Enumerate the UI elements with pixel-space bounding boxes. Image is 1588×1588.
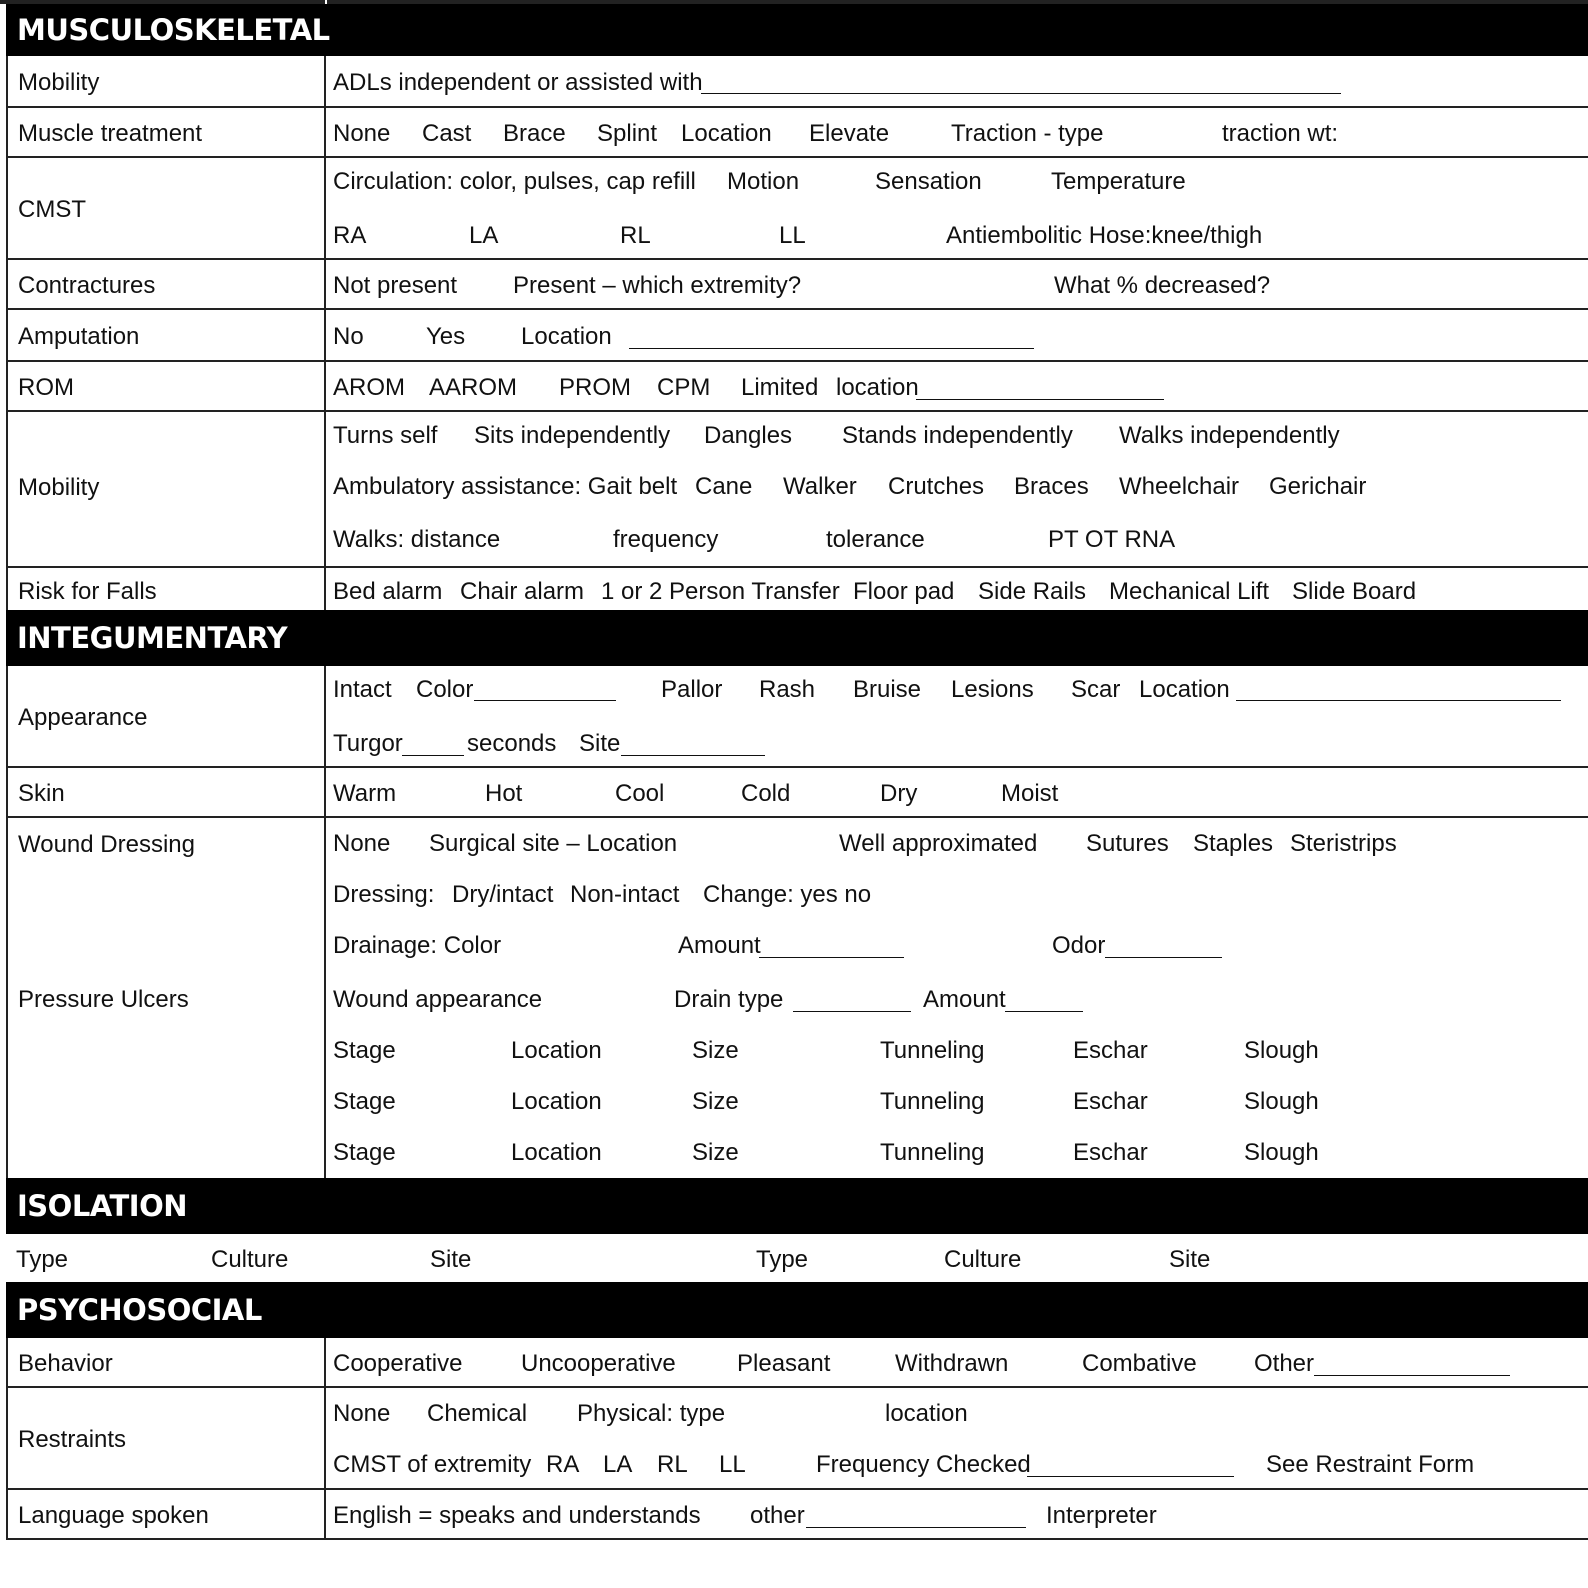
option-pallor[interactable]: Pallor — [661, 676, 723, 703]
option-floor-pad[interactable]: Floor pad — [853, 578, 955, 605]
section-header-isolation — [6, 1178, 1588, 1234]
row-label-cell — [6, 260, 326, 308]
row-contractures — [6, 260, 1588, 310]
stage-3-tunneling: Tunneling — [880, 1139, 985, 1166]
walks-tolerance[interactable]: tolerance — [826, 526, 925, 553]
frequency-checked-blank[interactable] — [1027, 1457, 1234, 1477]
row-restraints — [6, 1388, 1588, 1490]
option-sits-independently[interactable]: Sits independently — [474, 422, 671, 449]
stage-2-slough: Slough — [1244, 1088, 1319, 1115]
option-cast[interactable]: Cast — [422, 120, 472, 147]
option-chair-alarm[interactable]: Chair alarm — [460, 578, 585, 605]
wound-appearance: Wound appearance — [333, 986, 543, 1013]
row-label: Behavior — [18, 1350, 113, 1377]
option-english[interactable]: English = speaks and understands — [333, 1502, 701, 1529]
seconds-label: seconds — [467, 730, 557, 757]
option-rash[interactable]: Rash — [759, 676, 816, 703]
extremity-ll[interactable]: LL — [719, 1451, 746, 1478]
cmst-temperature[interactable]: Temperature — [1051, 168, 1186, 195]
row-label-cell — [6, 768, 326, 816]
row-amputation — [6, 310, 1588, 362]
option-crutches[interactable]: Crutches — [888, 473, 985, 500]
stage-3-slough: Slough — [1244, 1139, 1319, 1166]
adls-text: ADLs independent or assisted with — [333, 69, 703, 96]
section-title: PSYCHOSOCIAL — [17, 1293, 262, 1327]
drainage-odor-blank[interactable] — [1105, 938, 1222, 958]
option-slide-board[interactable]: Slide Board — [1292, 578, 1417, 605]
adls-blank[interactable] — [701, 74, 1341, 94]
stage-1-slough: Slough — [1244, 1037, 1319, 1064]
color-blank[interactable] — [474, 681, 616, 701]
extremity-rl[interactable]: RL — [657, 1451, 688, 1478]
option-wheelchair[interactable]: Wheelchair — [1119, 473, 1240, 500]
option-none[interactable]: None — [333, 1400, 391, 1427]
option-bed-alarm[interactable]: Bed alarm — [333, 578, 443, 605]
row-label: Mobility — [18, 69, 100, 96]
option-steristrips[interactable]: Steristrips — [1290, 830, 1397, 857]
option-location[interactable]: location — [885, 1400, 968, 1427]
option-other[interactable]: other — [750, 1502, 805, 1529]
stage-3-location: Location — [511, 1139, 602, 1166]
option-location[interactable]: location — [836, 374, 919, 401]
option-walker[interactable]: Walker — [783, 473, 857, 500]
row-skin — [6, 768, 1588, 818]
cmst-of-extremity: CMST of extremity — [333, 1451, 532, 1478]
option-well-approximated[interactable]: Well approximated — [839, 830, 1038, 857]
option-aarom[interactable]: AAROM — [429, 374, 518, 401]
row-label-cell — [6, 1338, 326, 1386]
see-restraint-form[interactable]: See Restraint Form — [1266, 1451, 1475, 1478]
option-location[interactable]: Location — [1139, 676, 1230, 703]
option-percent-decreased[interactable]: What % decreased? — [1054, 272, 1271, 299]
row-risk-for-falls — [6, 568, 1588, 610]
frequency-checked: Frequency Checked — [816, 1451, 1031, 1478]
drainage-color: Drainage: Color — [333, 932, 502, 959]
row-label-cell — [6, 362, 326, 410]
option-withdrawn[interactable]: Withdrawn — [895, 1350, 1009, 1377]
row-label-cell — [6, 158, 326, 258]
option-elevate[interactable]: Elevate — [809, 120, 890, 147]
stage-2-size: Size — [692, 1088, 739, 1115]
option-cane[interactable]: Cane — [695, 473, 753, 500]
stage-1-stage: Stage — [333, 1037, 396, 1064]
row-label: Amputation — [18, 323, 140, 350]
isolation-culture-2: Culture — [944, 1246, 1022, 1273]
row-label: Appearance — [18, 704, 148, 731]
drain-amount: Amount — [923, 986, 1006, 1013]
row-label: Restraints — [18, 1426, 127, 1453]
option-scar[interactable]: Scar — [1071, 676, 1121, 703]
option-person-transfer[interactable]: 1 or 2 Person Transfer — [601, 578, 840, 605]
turgor-label: Turgor — [333, 730, 403, 757]
cmst-ra[interactable]: RA — [333, 222, 367, 249]
option-moist[interactable]: Moist — [1001, 780, 1059, 807]
section-header-psychosocial — [6, 1282, 1588, 1338]
isolation-type-2: Type — [756, 1246, 809, 1273]
stage-1-eschar: Eschar — [1073, 1037, 1148, 1064]
cmst-la[interactable]: LA — [469, 222, 499, 249]
appearance-location-blank[interactable] — [1236, 681, 1561, 701]
isolation-culture-1: Culture — [211, 1246, 289, 1273]
section-title: INTEGUMENTARY — [17, 621, 288, 655]
drainage-amount: Amount — [678, 932, 761, 959]
option-surgical-site[interactable]: Surgical site – Location — [429, 830, 678, 857]
option-brace[interactable]: Brace — [503, 120, 566, 147]
row-mobility — [6, 412, 1588, 568]
option-interpreter[interactable]: Interpreter — [1046, 1502, 1157, 1529]
option-traction-type[interactable]: Traction - type — [951, 120, 1104, 147]
row-mobility-adls — [6, 56, 1588, 108]
option-color[interactable]: Color — [416, 676, 474, 703]
option-physical-type[interactable]: Physical: type — [577, 1400, 726, 1427]
stage-3-size: Size — [692, 1139, 739, 1166]
isolation-site-1: Site — [430, 1246, 472, 1273]
option-none[interactable]: None — [333, 830, 391, 857]
option-limited[interactable]: Limited — [741, 374, 819, 401]
option-location[interactable]: Location — [681, 120, 772, 147]
row-label-pressure-ulcers: Pressure Ulcers — [18, 986, 189, 1013]
stage-2-location: Location — [511, 1088, 602, 1115]
row-label: CMST — [18, 196, 86, 223]
option-splint[interactable]: Splint — [597, 120, 658, 147]
option-pleasant[interactable]: Pleasant — [737, 1350, 831, 1377]
row-label-cell — [6, 1388, 326, 1488]
row-label-cell — [6, 56, 326, 106]
extremity-ra[interactable]: RA — [546, 1451, 580, 1478]
option-gait-belt[interactable]: Ambulatory assistance: Gait belt — [333, 473, 678, 500]
row-label-cell — [6, 1490, 326, 1538]
option-stands-independently[interactable]: Stands independently — [842, 422, 1073, 449]
amputation-location-blank[interactable] — [629, 329, 1034, 349]
option-cpm[interactable]: CPM — [657, 374, 711, 401]
stage-3-stage: Stage — [333, 1139, 396, 1166]
row-label-cell — [6, 666, 326, 766]
cmst-sensation[interactable]: Sensation — [875, 168, 982, 195]
option-warm[interactable]: Warm — [333, 780, 397, 807]
section-header-musculoskeletal — [6, 4, 1588, 56]
option-arom[interactable]: AROM — [333, 374, 405, 401]
cmst-rl[interactable]: RL — [620, 222, 651, 249]
stage-1-location: Location — [511, 1037, 602, 1064]
cmst-motion[interactable]: Motion — [727, 168, 800, 195]
stage-1-size: Size — [692, 1037, 739, 1064]
drain-type-blank[interactable] — [793, 992, 911, 1012]
option-yes[interactable]: Yes — [426, 323, 466, 350]
language-other-blank[interactable] — [806, 1508, 1026, 1528]
rom-location-blank[interactable] — [916, 380, 1164, 400]
section-title: ISOLATION — [17, 1189, 187, 1223]
option-traction-wt[interactable]: traction wt: — [1222, 120, 1339, 147]
walks-frequency[interactable]: frequency — [613, 526, 719, 553]
option-uncooperative[interactable]: Uncooperative — [521, 1350, 676, 1377]
stage-1-tunneling: Tunneling — [880, 1037, 985, 1064]
stage-2-stage: Stage — [333, 1088, 396, 1115]
row-label-wound: Wound Dressing — [18, 831, 195, 858]
row-label: Language spoken — [18, 1502, 209, 1529]
row-cmst — [6, 158, 1588, 260]
row-label: ROM — [18, 374, 74, 401]
option-dangles[interactable]: Dangles — [704, 422, 793, 449]
option-no[interactable]: No — [333, 323, 364, 350]
option-dry[interactable]: Dry — [880, 780, 918, 807]
row-label-cell — [6, 412, 326, 566]
option-combative[interactable]: Combative — [1082, 1350, 1197, 1377]
stage-2-tunneling: Tunneling — [880, 1088, 985, 1115]
option-braces[interactable]: Braces — [1014, 473, 1089, 500]
row-language-spoken — [6, 1490, 1588, 1540]
drainage-odor: Odor — [1052, 932, 1106, 959]
cmst-ll[interactable]: LL — [779, 222, 806, 249]
option-walks-independently[interactable]: Walks independently — [1119, 422, 1340, 449]
option-cool[interactable]: Cool — [615, 780, 665, 807]
row-label: Mobility — [18, 474, 100, 501]
option-other[interactable]: Other — [1254, 1350, 1315, 1377]
other-blank[interactable] — [1314, 1356, 1510, 1376]
walks-distance[interactable]: Walks: distance — [333, 526, 501, 553]
option-none[interactable]: None — [333, 120, 391, 147]
row-muscle-treatment — [6, 108, 1588, 158]
option-chemical[interactable]: Chemical — [427, 1400, 528, 1427]
row-behavior — [6, 1338, 1588, 1388]
row-label: Risk for Falls — [18, 578, 157, 605]
row-label: Contractures — [18, 272, 156, 299]
stage-3-eschar: Eschar — [1073, 1139, 1148, 1166]
row-wound-dressing — [6, 818, 1588, 1178]
dressing-label: Dressing: — [333, 881, 435, 908]
isolation-type-1: Type — [16, 1246, 69, 1273]
row-label-cell — [6, 568, 326, 610]
option-prom[interactable]: PROM — [559, 374, 631, 401]
option-cold[interactable]: Cold — [741, 780, 791, 807]
row-label-cell — [6, 108, 326, 156]
option-gerichair[interactable]: Gerichair — [1269, 473, 1367, 500]
option-lesions[interactable]: Lesions — [951, 676, 1034, 703]
option-not-present[interactable]: Not present — [333, 272, 458, 299]
option-turns-self[interactable]: Turns self — [333, 422, 438, 449]
option-location[interactable]: Location — [521, 323, 612, 350]
option-present[interactable]: Present – which extremity? — [513, 272, 802, 299]
option-sutures[interactable]: Sutures — [1086, 830, 1169, 857]
option-staples[interactable]: Staples — [1193, 830, 1274, 857]
extremity-la[interactable]: LA — [603, 1451, 633, 1478]
walks-pt-ot-rna[interactable]: PT OT RNA — [1048, 526, 1176, 553]
option-non-intact[interactable]: Non-intact — [570, 881, 680, 908]
cmst-circulation[interactable]: Circulation: color, pulses, cap refill — [333, 168, 696, 195]
option-cooperative[interactable]: Cooperative — [333, 1350, 463, 1377]
cmst-antiembolitic[interactable]: Antiembolitic Hose:knee/thigh — [946, 222, 1263, 249]
drain-amount-blank[interactable] — [1005, 992, 1083, 1012]
option-intact[interactable]: Intact — [333, 676, 392, 703]
turgor-blank[interactable] — [402, 736, 464, 756]
option-side-rails[interactable]: Side Rails — [978, 578, 1087, 605]
row-rom — [6, 362, 1588, 412]
drainage-amount-blank[interactable] — [759, 938, 904, 958]
stage-2-eschar: Eschar — [1073, 1088, 1148, 1115]
row-isolation — [6, 1234, 1588, 1282]
option-bruise[interactable]: Bruise — [853, 676, 922, 703]
section-header-integumentary — [6, 610, 1588, 666]
section-title: MUSCULOSKELETAL — [17, 13, 330, 47]
change-yes-no[interactable]: Change: yes no — [703, 881, 872, 908]
option-dry-intact[interactable]: Dry/intact — [452, 881, 554, 908]
option-hot[interactable]: Hot — [485, 780, 523, 807]
isolation-site-2: Site — [1169, 1246, 1211, 1273]
site-blank[interactable] — [621, 736, 765, 756]
row-label: Skin — [18, 780, 65, 807]
row-label: Muscle treatment — [18, 120, 203, 147]
site-label: Site — [579, 730, 621, 757]
row-label-cell — [6, 818, 326, 1178]
row-appearance — [6, 666, 1588, 768]
drain-type: Drain type — [674, 986, 784, 1013]
option-mechanical-lift[interactable]: Mechanical Lift — [1109, 578, 1270, 605]
row-label-cell — [6, 310, 326, 360]
